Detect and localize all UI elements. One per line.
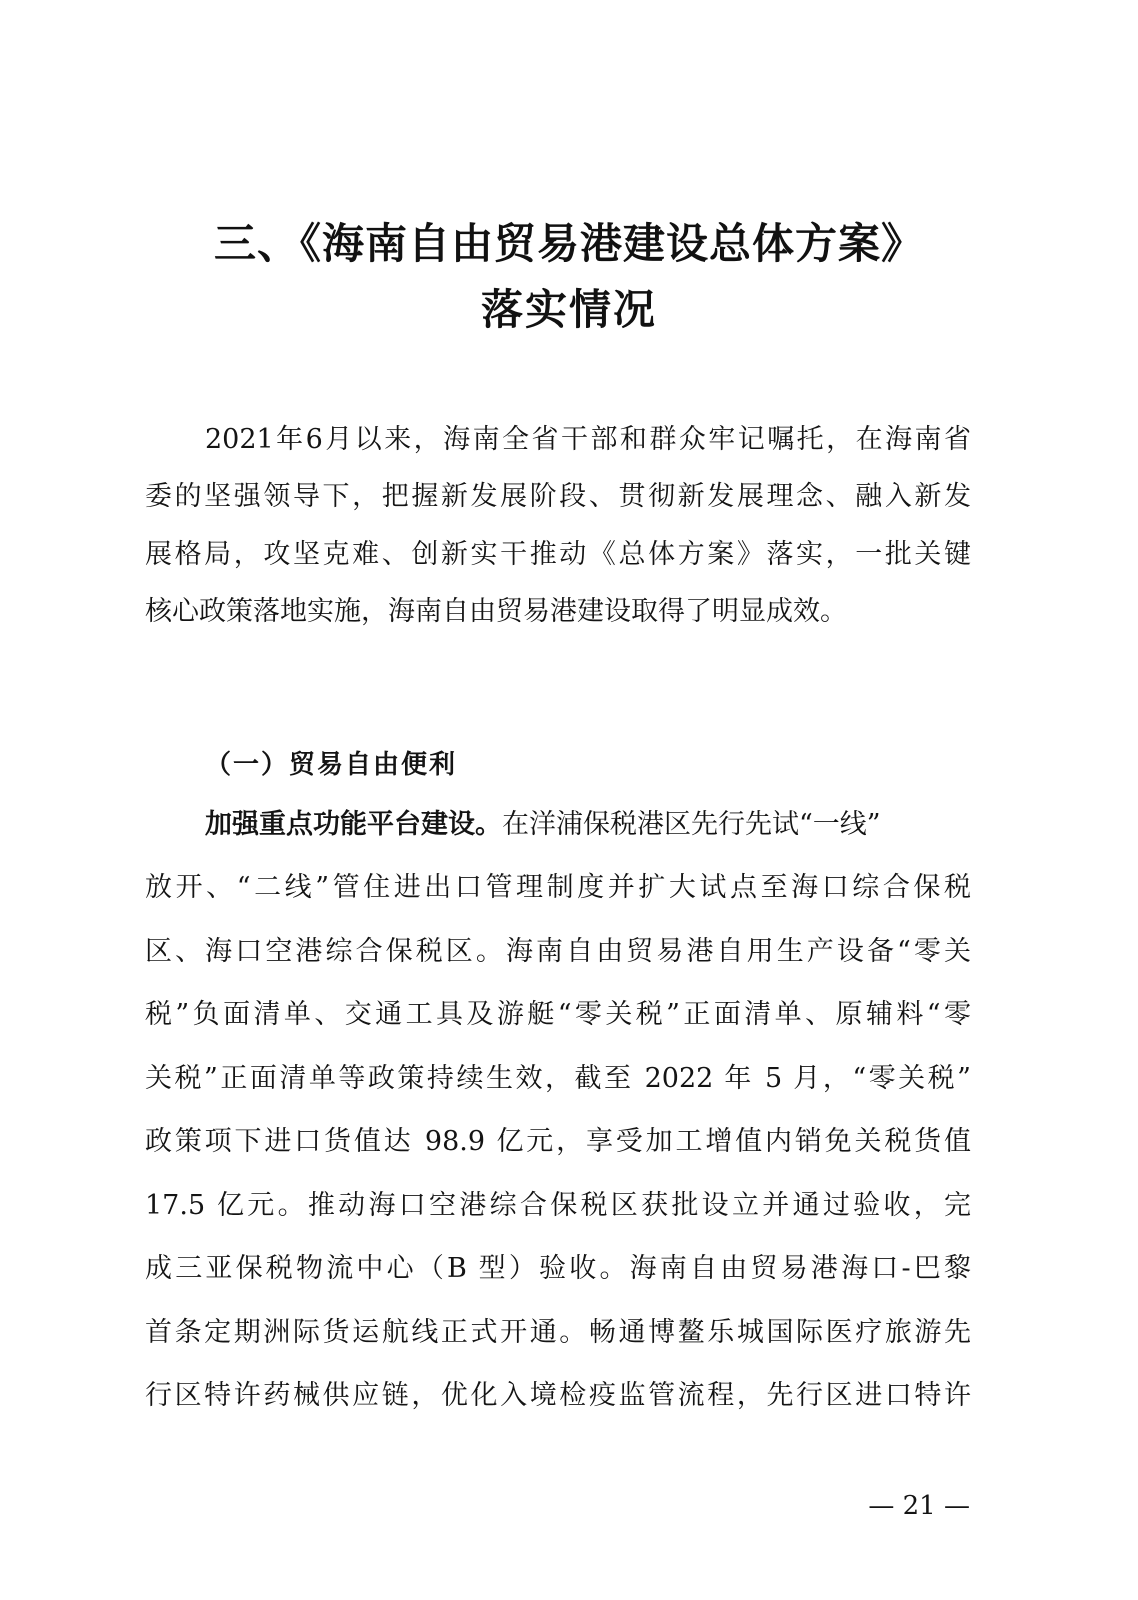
paragraph-line: 首条定期洲际货运航线正式开通。畅通博鳌乐城国际医疗旅游先	[145, 1317, 971, 1348]
paragraph-line: 区、海口空港综合保税区。海南自由贸易港自用生产设备“零关	[145, 936, 971, 967]
paragraph-line: 行区特许药械供应链，优化入境检疫监管流程，先行区进口特许	[145, 1380, 971, 1411]
paragraph-lead: 加强重点功能平台建设。	[205, 809, 502, 840]
paragraph-line: 放开、“二线”管住进出口管理制度并扩大试点至海口综合保税	[145, 872, 971, 903]
paragraph-line	[205, 805, 971, 845]
paragraph-line: 2021年6月以来，海南全省干部和群众牢记嘱托，在海南省	[205, 424, 971, 455]
paragraph-line: 17.5 亿元。推动海口空港综合保税区获批设立并通过验收，完	[145, 1190, 971, 1221]
paragraph-line: 成三亚保税物流中心（B 型）验收。海南自由贸易港海口-巴黎	[145, 1253, 971, 1284]
paragraph-line-rest: 在洋浦保税港区先行先试“一线”	[502, 809, 881, 840]
paragraph-line: 政策项下进口货值达 98.9 亿元，享受加工增值内销免关税货值	[145, 1126, 971, 1157]
document-title-line-1: 三、《海南自由贸易港建设总体方案》	[213, 219, 924, 268]
paragraph-line: 核心政策落地实施，海南自由贸易港建设取得了明显成效。	[145, 596, 847, 627]
paragraph-line: 展格局，攻坚克难、创新实干推动《总体方案》落实，一批关键	[145, 539, 971, 570]
paragraph-line: 关税”正面清单等政策持续生效，截至 2022 年 5 月，“零关税”	[145, 1063, 971, 1094]
section-heading: （一）贸易自由便利	[205, 750, 458, 780]
paragraph-line: 委的坚强领导下，把握新发展阶段、贯彻新发展理念、融入新发	[145, 481, 971, 512]
page-number: — 21 —	[868, 1491, 970, 1521]
paragraph-line: 税”负面清单、交通工具及游艇“零关税”正面清单、原辅料“零	[145, 999, 971, 1030]
document-title-line-2: 落实情况	[480, 285, 657, 334]
